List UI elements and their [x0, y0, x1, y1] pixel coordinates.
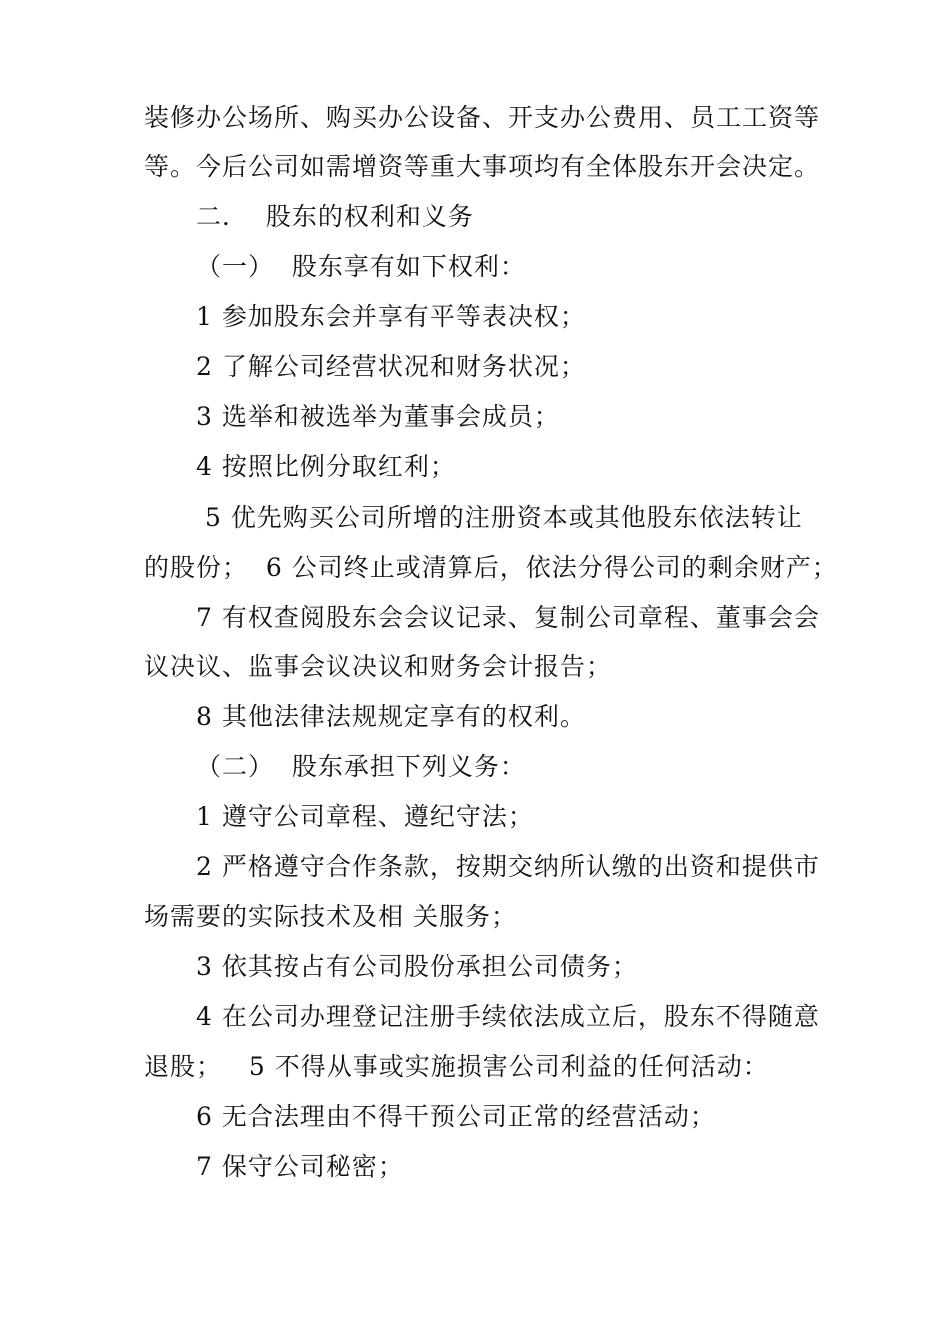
list-item-continued: 退股； 5 不得从事或实施损害公司利益的任何活动：	[144, 1052, 769, 1081]
list-item: 4 在公司办理登记注册手续依法成立后，股东不得随意	[196, 1002, 820, 1031]
subsection-heading: （二） 股东承担下列义务：	[196, 752, 526, 781]
list-item: 1 遵守公司章程、遵纪守法；	[196, 802, 534, 831]
list-item: 6 无合法理由不得干预公司正常的经营活动；	[196, 1102, 716, 1131]
list-item: 7 保守公司秘密；	[196, 1152, 404, 1181]
list-item: 7 有权查阅股东会会议记录、复制公司章程、董事会会	[196, 603, 820, 632]
list-item: 2 了解公司经营状况和财务状况；	[196, 352, 586, 381]
paragraph-line: 等。今后公司如需增资等重大事项均有全体股东开会决定。	[144, 152, 821, 181]
section-heading: 二． 股东的权利和义务	[196, 202, 474, 231]
list-item-continued: 场需要的实际技术及相 关服务；	[144, 902, 517, 931]
list-item-continued: 议决议、监事会议决议和财务会计报告；	[144, 652, 613, 681]
subsection-heading: （一） 股东享有如下权利：	[196, 252, 526, 281]
list-item-continued: 的股份； 6 公司终止或清算后，依法分得公司的剩余财产；	[144, 553, 838, 582]
list-item: 8 其他法律法规规定享有的权利。	[196, 702, 586, 731]
list-item: 3 选举和被选举为董事会成员；	[196, 402, 560, 431]
list-item: 5 优先购买公司所增的注册资本或其他股东依法转让	[196, 503, 803, 532]
paragraph-line: 装修办公场所、购买办公设备、开支办公费用、员工工资等	[144, 103, 821, 132]
list-item: 1 参加股东会并享有平等表决权；	[196, 302, 586, 331]
list-item: 4 按照比例分取红利；	[196, 452, 456, 481]
list-item: 3 依其按占有公司股份承担公司债务；	[196, 952, 638, 981]
list-item: 2 严格遵守合作条款，按期交纳所认缴的出资和提供市	[196, 852, 820, 881]
